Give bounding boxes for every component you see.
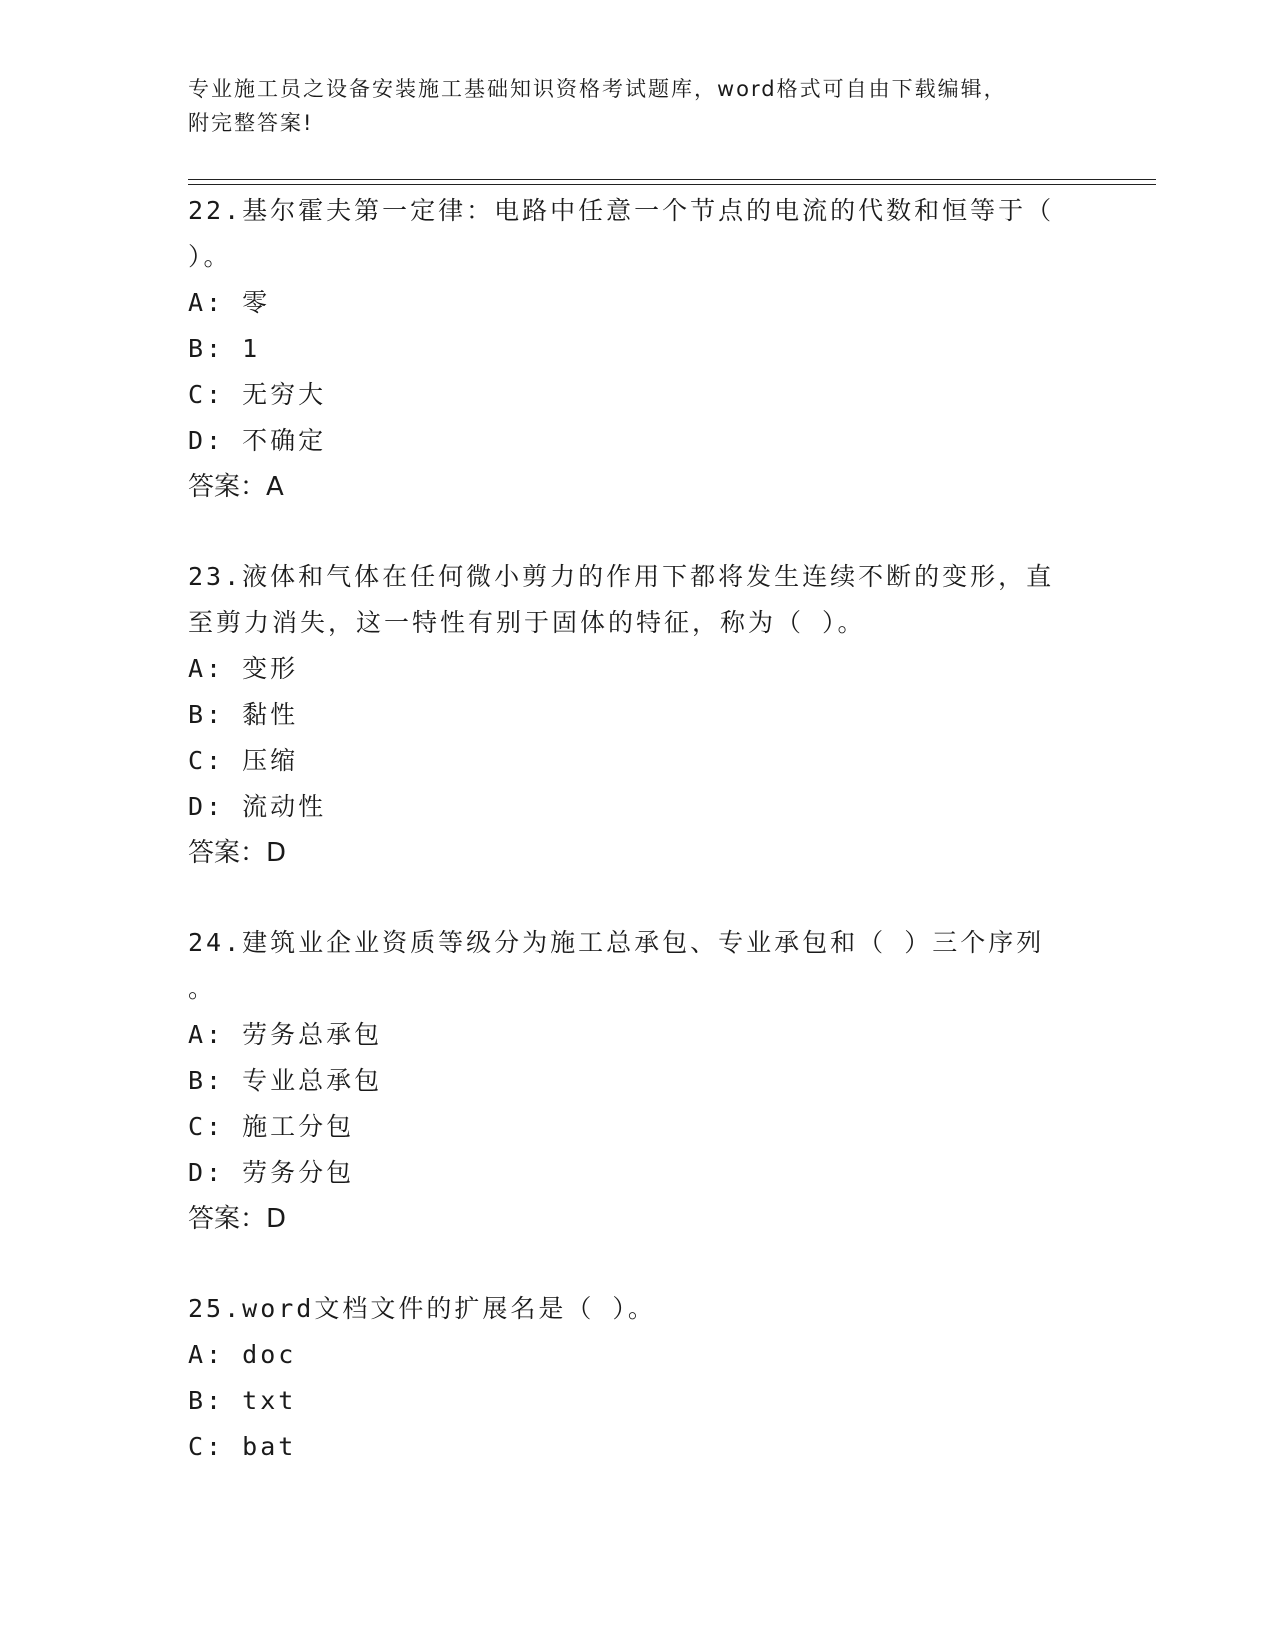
option-b: B: 1	[188, 334, 261, 363]
header-line-2: 附完整答案!	[188, 111, 314, 135]
header-divider-top	[188, 179, 1156, 180]
question-text-line: 24.建筑业企业资质等级分为施工总承包、专业承包和（ ）三个序列	[188, 928, 1045, 957]
question-25	[188, 1286, 1088, 1470]
option-c: C: bat	[188, 1432, 297, 1461]
question-text-line: 23.液体和气体在任何微小剪力的作用下都将发生连续不断的变形，直	[188, 562, 1055, 591]
question-text-line: ）。	[188, 242, 232, 271]
option-a: A: 变形	[188, 654, 299, 683]
question-text-line: 至剪力消失，这一特性有别于固体的特征，称为（ ）。	[188, 608, 866, 637]
question-24	[188, 920, 1088, 1242]
option-a: A: 零	[188, 288, 271, 317]
question-text-line: 25.word文档文件的扩展名是（ ）。	[188, 1294, 656, 1323]
option-a: A: 劳务总承包	[188, 1020, 383, 1049]
option-a: A: doc	[188, 1340, 297, 1369]
document-header	[188, 72, 1068, 140]
option-d: D: 流动性	[188, 792, 327, 821]
option-b: B: txt	[188, 1386, 297, 1415]
header-divider-bottom	[188, 184, 1156, 185]
question-text-line: 。	[188, 974, 217, 1003]
header-line-1: 专业施工员之设备安装施工基础知识资格考试题库，word格式可自由下载编辑，	[188, 77, 1007, 101]
option-b: B: 专业总承包	[188, 1066, 383, 1095]
answer: 答案：D	[188, 838, 287, 868]
option-c: C: 压缩	[188, 746, 299, 775]
answer: 答案：D	[188, 1204, 287, 1234]
option-d: D: 劳务分包	[188, 1158, 355, 1187]
question-text-line: 22.基尔霍夫第一定律：电路中任意一个节点的电流的代数和恒等于（	[188, 196, 1055, 225]
option-c: C: 无穷大	[188, 380, 327, 409]
answer: 答案：A	[188, 472, 284, 502]
option-d: D: 不确定	[188, 426, 327, 455]
option-c: C: 施工分包	[188, 1112, 355, 1141]
question-23	[188, 554, 1088, 876]
option-b: B: 黏性	[188, 700, 299, 729]
question-22	[188, 188, 1088, 510]
question-list	[188, 188, 1088, 1514]
